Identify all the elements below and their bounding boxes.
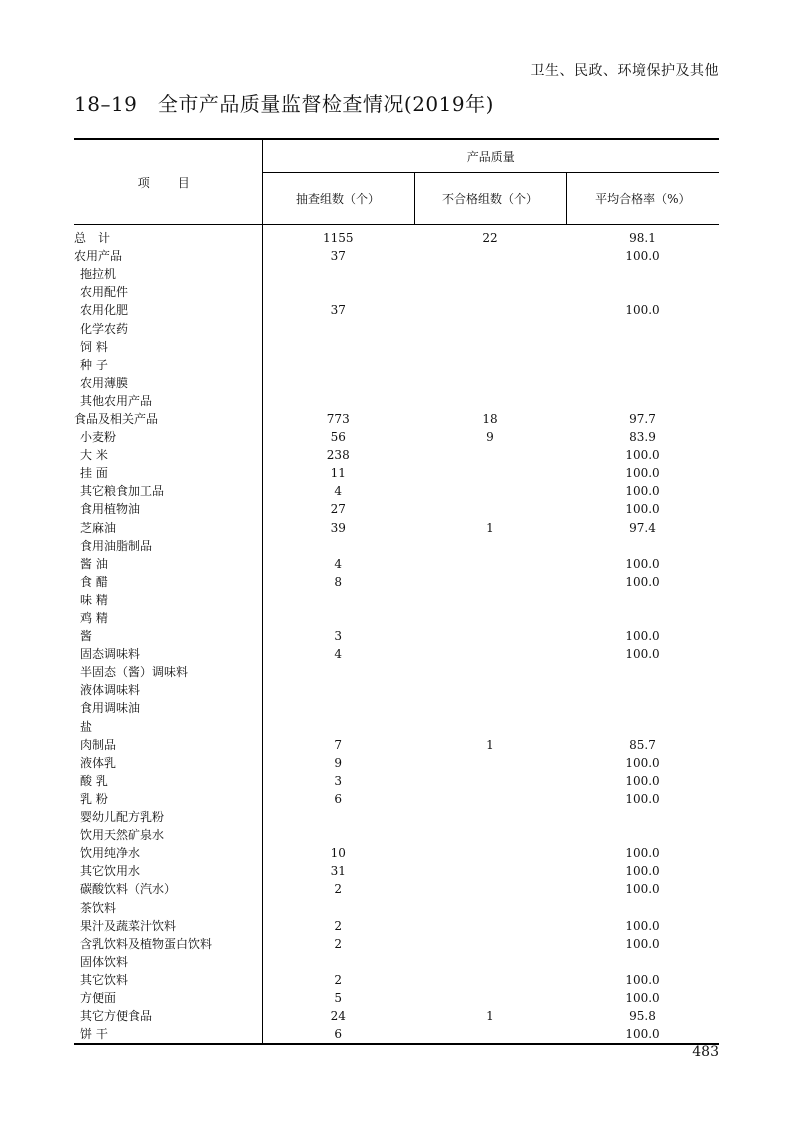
sampled-groups-cell bbox=[262, 609, 414, 627]
row-name: 其它粮食加工品 bbox=[74, 482, 262, 500]
pass-rate-cell: 85.7 bbox=[629, 737, 656, 752]
failed-groups-cell bbox=[414, 537, 566, 555]
row-name: 农用产品 bbox=[74, 247, 262, 265]
sampled-groups-cell bbox=[262, 699, 414, 717]
failed-groups-cell bbox=[414, 301, 566, 319]
sampled-groups-cell: 10 bbox=[330, 846, 346, 861]
table-row bbox=[74, 428, 719, 446]
pass-rate-cell: 100.0 bbox=[625, 882, 660, 897]
failed-groups-cell bbox=[414, 880, 566, 898]
failed-groups-cell bbox=[414, 862, 566, 880]
table-row bbox=[74, 645, 719, 663]
failed-groups-cell bbox=[414, 935, 566, 953]
pass-rate-cell bbox=[566, 663, 719, 681]
pass-rate-cell: 97.4 bbox=[629, 520, 656, 535]
failed-groups-cell bbox=[414, 645, 566, 663]
row-name: 种 子 bbox=[74, 356, 262, 374]
sampled-groups-cell: 9 bbox=[334, 755, 343, 770]
row-name: 半固态（酱）调味料 bbox=[74, 663, 262, 681]
table-row bbox=[74, 917, 719, 935]
row-name: 液体调味料 bbox=[74, 681, 262, 699]
row-name: 碳酸饮料（汽水） bbox=[74, 880, 262, 898]
table-row bbox=[74, 844, 719, 862]
table-row bbox=[74, 898, 719, 916]
row-name: 其它饮料 bbox=[74, 971, 262, 989]
failed-groups-cell: 1 bbox=[486, 520, 494, 535]
failed-groups-cell bbox=[414, 247, 566, 265]
sampled-groups-cell: 37 bbox=[330, 249, 346, 264]
row-name: 其它方便食品 bbox=[74, 1007, 262, 1025]
row-name: 乳 粉 bbox=[74, 790, 262, 808]
table-row bbox=[74, 338, 719, 356]
sampled-groups-cell bbox=[262, 537, 414, 555]
failed-groups-cell: 1 bbox=[486, 737, 494, 752]
page-number: 483 bbox=[692, 1044, 719, 1060]
table-row bbox=[74, 283, 719, 301]
failed-groups-cell: 9 bbox=[486, 430, 494, 445]
row-name: 肉制品 bbox=[74, 736, 262, 754]
row-name: 食用植物油 bbox=[74, 500, 262, 518]
sampled-groups-cell bbox=[262, 718, 414, 736]
failed-groups-cell: 1 bbox=[486, 1009, 494, 1024]
failed-groups-cell bbox=[414, 971, 566, 989]
table-row bbox=[74, 1007, 719, 1025]
sampled-groups-cell: 4 bbox=[334, 647, 343, 662]
sampled-groups-cell: 39 bbox=[330, 520, 346, 535]
sampled-groups-cell: 56 bbox=[330, 430, 346, 445]
table-row bbox=[74, 699, 719, 717]
pass-rate-cell: 100.0 bbox=[625, 864, 660, 879]
sampled-groups-cell bbox=[262, 826, 414, 844]
pass-rate-cell: 100.0 bbox=[625, 502, 660, 517]
row-name: 挂 面 bbox=[74, 464, 262, 482]
sampled-groups-cell: 4 bbox=[334, 484, 343, 499]
pass-rate-cell bbox=[566, 319, 719, 337]
table-row bbox=[74, 446, 719, 464]
table-row bbox=[74, 808, 719, 826]
failed-groups-cell bbox=[414, 808, 566, 826]
pass-rate-cell: 100.0 bbox=[625, 629, 660, 644]
row-name: 饼 干 bbox=[74, 1025, 262, 1044]
failed-groups-cell bbox=[414, 681, 566, 699]
pass-rate-cell bbox=[566, 283, 719, 301]
failed-groups-cell bbox=[414, 844, 566, 862]
table-row bbox=[74, 392, 719, 410]
failed-groups-cell bbox=[414, 663, 566, 681]
pass-rate-cell: 100.0 bbox=[625, 918, 660, 933]
failed-groups-cell bbox=[414, 283, 566, 301]
pass-rate-cell bbox=[566, 392, 719, 410]
pass-rate-cell: 100.0 bbox=[566, 1025, 719, 1044]
sampled-groups-cell bbox=[262, 338, 414, 356]
sampled-groups-cell: 11 bbox=[330, 466, 346, 481]
pass-rate-cell: 100.0 bbox=[625, 791, 660, 806]
pass-rate-cell: 100.0 bbox=[625, 846, 660, 861]
pass-rate-cell bbox=[566, 826, 719, 844]
sampled-groups-cell bbox=[262, 356, 414, 374]
pass-rate-cell: 100.0 bbox=[625, 972, 660, 987]
sampled-groups-cell: 1155 bbox=[322, 231, 354, 246]
failed-groups-cell bbox=[414, 356, 566, 374]
row-name: 饮用天然矿泉水 bbox=[74, 826, 262, 844]
table-body bbox=[74, 225, 719, 1045]
sampled-groups-cell: 2 bbox=[334, 882, 343, 897]
pass-rate-header: 平均合格率（%） bbox=[566, 173, 719, 225]
sampled-groups-cell: 4 bbox=[334, 556, 343, 571]
failed-groups-cell bbox=[414, 374, 566, 392]
row-name: 食品及相关产品 bbox=[74, 410, 262, 428]
sampled-groups-cell: 773 bbox=[326, 411, 350, 426]
pass-rate-cell bbox=[566, 537, 719, 555]
table-row bbox=[74, 880, 719, 898]
pass-rate-cell: 97.7 bbox=[629, 411, 656, 426]
pass-rate-cell: 100.0 bbox=[625, 755, 660, 770]
pass-rate-cell bbox=[566, 953, 719, 971]
row-name: 食用油脂制品 bbox=[74, 537, 262, 555]
sampled-groups-cell: 3 bbox=[334, 629, 343, 644]
table-row bbox=[74, 482, 719, 500]
failed-groups-cell bbox=[414, 319, 566, 337]
table-row bbox=[74, 1025, 719, 1044]
sampled-groups-cell: 238 bbox=[326, 448, 350, 463]
failed-groups-cell: 22 bbox=[482, 231, 498, 246]
row-name: 食用调味油 bbox=[74, 699, 262, 717]
pass-rate-cell: 100.0 bbox=[625, 647, 660, 662]
row-name: 酱 bbox=[74, 627, 262, 645]
table-row bbox=[74, 500, 719, 518]
table-row bbox=[74, 225, 719, 248]
failed-groups-cell bbox=[414, 898, 566, 916]
row-name: 饮用纯净水 bbox=[74, 844, 262, 862]
sampled-groups-cell: 37 bbox=[330, 303, 346, 318]
row-name: 酱 油 bbox=[74, 555, 262, 573]
row-name: 液体乳 bbox=[74, 754, 262, 772]
sampled-groups-cell bbox=[262, 808, 414, 826]
row-name: 果汁及蔬菜汁饮料 bbox=[74, 917, 262, 935]
failed-groups-cell bbox=[414, 627, 566, 645]
row-name: 方便面 bbox=[74, 989, 262, 1007]
sampled-groups-cell: 5 bbox=[334, 990, 343, 1005]
row-name: 盐 bbox=[74, 718, 262, 736]
table-row bbox=[74, 265, 719, 283]
failed-groups-cell bbox=[414, 555, 566, 573]
pass-rate-cell bbox=[566, 808, 719, 826]
pass-rate-cell bbox=[566, 681, 719, 699]
table-row bbox=[74, 410, 719, 428]
product-quality-header: 产品质量 bbox=[262, 139, 719, 173]
pass-rate-cell bbox=[566, 265, 719, 283]
pass-rate-cell bbox=[566, 609, 719, 627]
table-row bbox=[74, 573, 719, 591]
row-name: 总 计 bbox=[74, 225, 262, 248]
failed-groups-cell bbox=[414, 1025, 566, 1044]
sampled-groups-cell: 7 bbox=[334, 737, 343, 752]
table-row bbox=[74, 953, 719, 971]
table-row bbox=[74, 591, 719, 609]
table-row bbox=[74, 718, 719, 736]
pass-rate-cell: 95.8 bbox=[629, 1009, 656, 1024]
table-row bbox=[74, 627, 719, 645]
pass-rate-cell: 100.0 bbox=[625, 466, 660, 481]
sampled-groups-cell bbox=[262, 898, 414, 916]
pass-rate-cell bbox=[566, 338, 719, 356]
sampled-groups-cell bbox=[262, 681, 414, 699]
sampled-groups-cell bbox=[262, 392, 414, 410]
row-name: 茶饮料 bbox=[74, 898, 262, 916]
sampled-groups-cell: 3 bbox=[334, 773, 343, 788]
sampled-groups-cell bbox=[262, 319, 414, 337]
failed-groups-cell bbox=[414, 989, 566, 1007]
failed-groups-cell bbox=[414, 772, 566, 790]
row-name: 酸 乳 bbox=[74, 772, 262, 790]
pass-rate-cell: 100.0 bbox=[625, 574, 660, 589]
failed-groups-header: 不合格组数（个） bbox=[414, 173, 566, 225]
failed-groups-cell bbox=[414, 699, 566, 717]
sampled-groups-cell bbox=[262, 663, 414, 681]
table-row bbox=[74, 790, 719, 808]
failed-groups-cell bbox=[414, 953, 566, 971]
pass-rate-cell: 83.9 bbox=[629, 430, 656, 445]
pass-rate-cell: 100.0 bbox=[625, 484, 660, 499]
sampled-groups-cell: 6 bbox=[334, 791, 343, 806]
sampled-groups-cell bbox=[262, 374, 414, 392]
row-name: 婴幼儿配方乳粉 bbox=[74, 808, 262, 826]
row-name: 化学农药 bbox=[74, 319, 262, 337]
failed-groups-cell bbox=[414, 790, 566, 808]
quality-inspection-table bbox=[74, 138, 719, 1045]
pass-rate-cell bbox=[566, 718, 719, 736]
sampled-groups-cell: 6 bbox=[262, 1025, 414, 1044]
pass-rate-cell bbox=[566, 699, 719, 717]
row-name: 农用薄膜 bbox=[74, 374, 262, 392]
table-row bbox=[74, 736, 719, 754]
table-row bbox=[74, 319, 719, 337]
pass-rate-cell: 100.0 bbox=[625, 556, 660, 571]
pass-rate-cell bbox=[566, 356, 719, 374]
pass-rate-cell bbox=[566, 591, 719, 609]
row-name: 拖拉机 bbox=[74, 265, 262, 283]
table-row bbox=[74, 754, 719, 772]
row-name: 鸡 精 bbox=[74, 609, 262, 627]
sampled-groups-cell: 24 bbox=[330, 1009, 346, 1024]
sampled-groups-cell bbox=[262, 265, 414, 283]
failed-groups-cell bbox=[414, 482, 566, 500]
row-name: 大 米 bbox=[74, 446, 262, 464]
sampled-groups-cell: 2 bbox=[334, 936, 343, 951]
failed-groups-cell bbox=[414, 573, 566, 591]
table-row bbox=[74, 989, 719, 1007]
row-name: 农用配件 bbox=[74, 283, 262, 301]
pass-rate-cell bbox=[566, 898, 719, 916]
table-row bbox=[74, 464, 719, 482]
table-row bbox=[74, 663, 719, 681]
table-row bbox=[74, 356, 719, 374]
table-row bbox=[74, 519, 719, 537]
pass-rate-cell: 98.1 bbox=[629, 231, 656, 246]
table-row bbox=[74, 971, 719, 989]
failed-groups-cell bbox=[414, 446, 566, 464]
sampled-groups-cell: 8 bbox=[334, 574, 343, 589]
section-header: 卫生、民政、环境保护及其他 bbox=[530, 63, 719, 79]
failed-groups-cell bbox=[414, 338, 566, 356]
pass-rate-cell: 100.0 bbox=[625, 448, 660, 463]
sampled-groups-cell bbox=[262, 283, 414, 301]
failed-groups-cell bbox=[414, 754, 566, 772]
pass-rate-cell: 100.0 bbox=[625, 990, 660, 1005]
failed-groups-cell bbox=[414, 917, 566, 935]
pass-rate-cell: 100.0 bbox=[625, 936, 660, 951]
table-row bbox=[74, 681, 719, 699]
failed-groups-cell bbox=[414, 591, 566, 609]
table-row bbox=[74, 301, 719, 319]
table-row bbox=[74, 772, 719, 790]
row-name: 其它饮用水 bbox=[74, 862, 262, 880]
sampled-groups-cell: 31 bbox=[330, 864, 346, 879]
sampled-groups-cell: 27 bbox=[330, 502, 346, 517]
pass-rate-cell: 100.0 bbox=[625, 773, 660, 788]
row-name: 饲 料 bbox=[74, 338, 262, 356]
failed-groups-cell bbox=[414, 500, 566, 518]
sampled-groups-cell: 2 bbox=[334, 972, 343, 987]
table-row bbox=[74, 537, 719, 555]
failed-groups-cell bbox=[414, 826, 566, 844]
table-row bbox=[74, 555, 719, 573]
pass-rate-cell: 100.0 bbox=[625, 303, 660, 318]
failed-groups-cell bbox=[414, 392, 566, 410]
failed-groups-cell bbox=[414, 464, 566, 482]
failed-groups-cell bbox=[414, 609, 566, 627]
row-name: 固体饮料 bbox=[74, 953, 262, 971]
row-name: 味 精 bbox=[74, 591, 262, 609]
sampled-groups-cell bbox=[262, 953, 414, 971]
row-name: 农用化肥 bbox=[74, 301, 262, 319]
row-name: 其他农用产品 bbox=[74, 392, 262, 410]
row-name: 小麦粉 bbox=[74, 428, 262, 446]
pass-rate-cell bbox=[566, 374, 719, 392]
sampled-groups-header: 抽查组数（个） bbox=[262, 173, 414, 225]
row-name: 芝麻油 bbox=[74, 519, 262, 537]
failed-groups-cell: 18 bbox=[482, 411, 498, 426]
table-row bbox=[74, 862, 719, 880]
table-row bbox=[74, 609, 719, 627]
row-name: 食 醋 bbox=[74, 573, 262, 591]
failed-groups-cell bbox=[414, 265, 566, 283]
page-title: 18–19 全市产品质量监督检查情况(2019年) bbox=[74, 92, 494, 116]
table-row bbox=[74, 374, 719, 392]
row-name: 固态调味料 bbox=[74, 645, 262, 663]
table-row bbox=[74, 247, 719, 265]
pass-rate-cell: 100.0 bbox=[625, 249, 660, 264]
table-row bbox=[74, 935, 719, 953]
sampled-groups-cell: 2 bbox=[334, 918, 343, 933]
sampled-groups-cell bbox=[262, 591, 414, 609]
table-row bbox=[74, 826, 719, 844]
item-column-header: 项 目 bbox=[74, 139, 262, 225]
failed-groups-cell bbox=[414, 718, 566, 736]
row-name: 含乳饮料及植物蛋白饮料 bbox=[74, 935, 262, 953]
